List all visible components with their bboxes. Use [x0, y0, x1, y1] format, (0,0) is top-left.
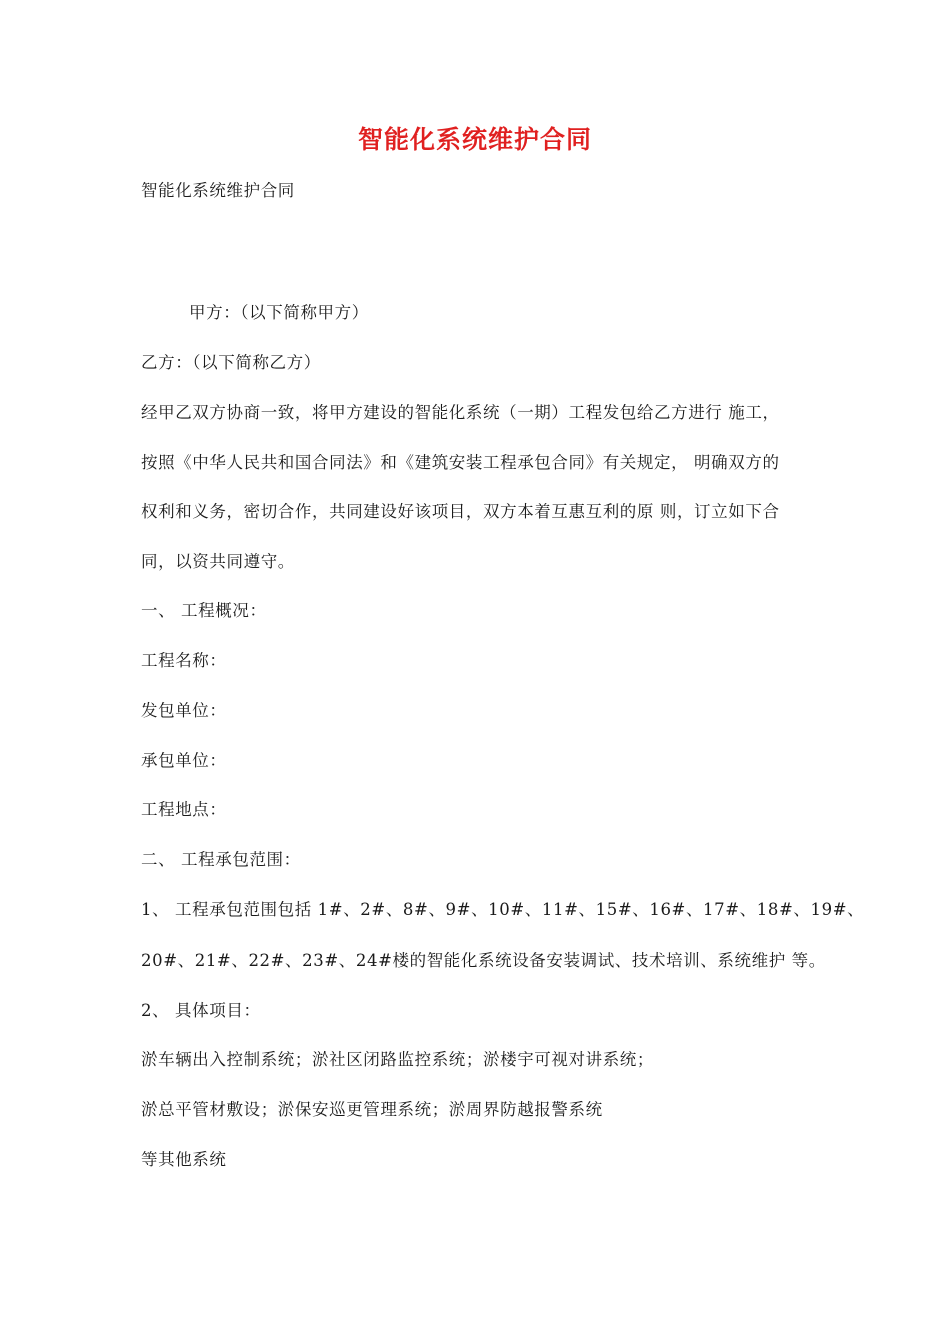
field-line: 承包单位：	[141, 751, 227, 770]
field-line: 工程地点：	[141, 800, 227, 819]
project-list-line: 淤总平管材敷设；淤保安巡更管理系统；淤周界防越报警系统	[141, 1100, 603, 1119]
field-line: 发包单位：	[141, 701, 227, 720]
project-list-line: 等其他系统	[141, 1150, 227, 1169]
party-b-line: 乙方：（以下简称乙方）	[141, 353, 321, 372]
field-line: 工程名称：	[141, 651, 227, 670]
paragraph-line: 同，以资共同遵守。	[141, 552, 295, 571]
section-heading: 一、 工程概况：	[141, 601, 267, 620]
paragraph-line: 经甲乙双方协商一致，将甲方建设的智能化系统（一期）工程发包给乙方进行 施工，	[141, 403, 780, 422]
list-item-line: 2、 具体项目：	[141, 1001, 261, 1020]
project-list-line: 淤车辆出入控制系统；淤社区闭路监控系统；淤楼宇可视对讲系统；	[141, 1050, 654, 1069]
list-item-line: 1、 工程承包范围包括 1#、2#、8#、9#、10#、11#、15#、16#、17#、18#、19#、	[141, 900, 865, 919]
party-a-line: 甲方：（以下简称甲方）	[189, 303, 369, 322]
paragraph-line: 按照《中华人民共和国合同法》和《建筑安装工程承包合同》有关规定， 明确双方的	[141, 453, 780, 472]
paragraph-line: 权利和义务，密切合作，共同建设好该项目，双方本着互惠互利的原 则，订立如下合	[141, 502, 780, 521]
list-item-line: 20#、21#、22#、23#、24#楼的智能化系统设备安装调试、技术培训、系统维护 等。	[141, 951, 826, 970]
subtitle-line: 智能化系统维护合同	[141, 181, 295, 200]
section-heading: 二、 工程承包范围：	[141, 850, 301, 869]
document-title: 智能化系统维护合同	[357, 125, 592, 154]
